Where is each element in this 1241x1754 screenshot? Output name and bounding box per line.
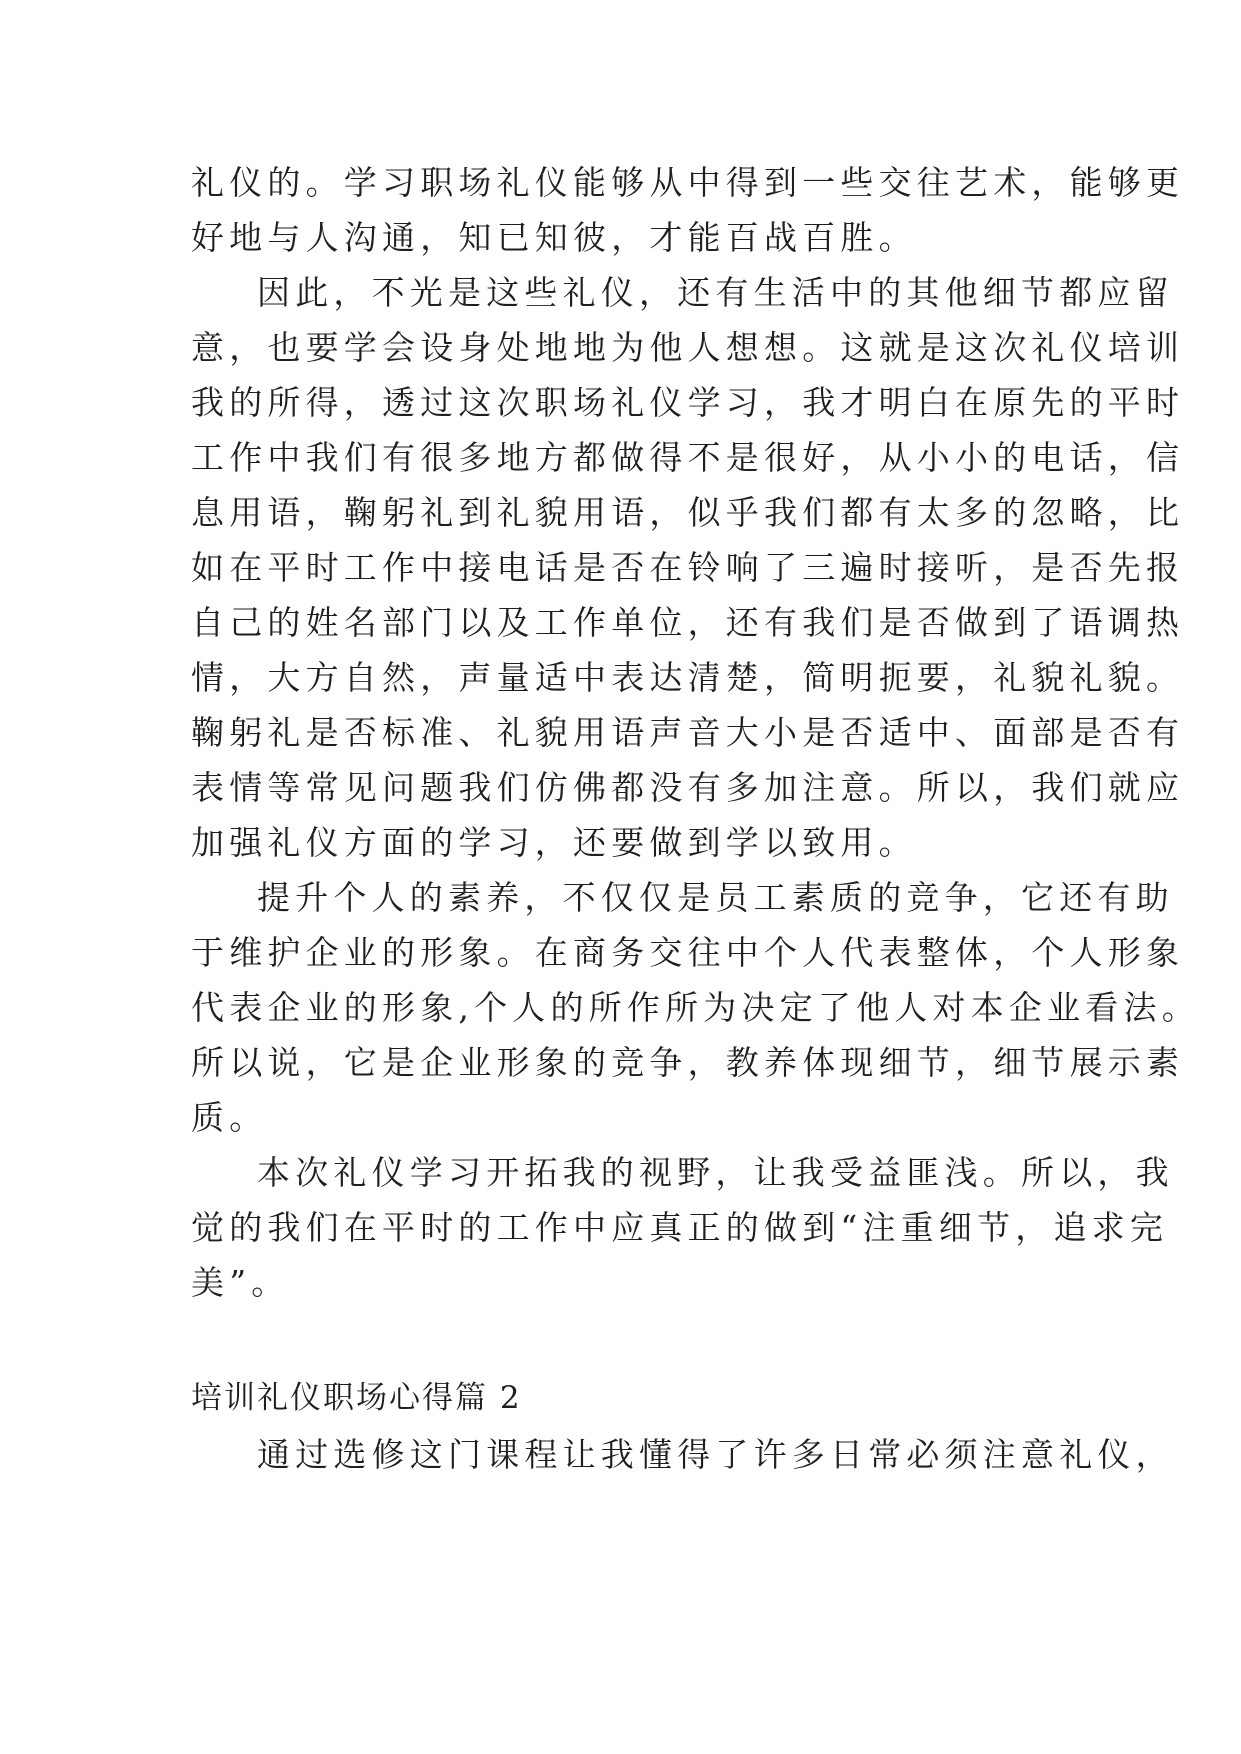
body-text-line: 加强礼仪方面的学习，还要做到学以致用。 <box>191 823 917 862</box>
body-text-line: 意，也要学会设身处地地为他人想想。这就是这次礼仪培训 <box>191 328 1185 367</box>
body-text-line: 如在平时工作中接电话是否在铃响了三遍时接听，是否先报 <box>191 548 1185 587</box>
body-text-line: 礼仪的。学习职场礼仪能够从中得到一些交往艺术，能够更 <box>191 163 1185 202</box>
body-text-line: 情，大方自然，声量适中表达清楚，简明扼要，礼貌礼貌。 <box>191 658 1185 697</box>
body-text-line: 美”。 <box>191 1263 290 1302</box>
paragraph-first-line: 提升个人的素养，不仅仅是员工素质的竞争，它还有助 <box>257 878 1174 917</box>
paragraph-first-line: 通过选修这门课程让我懂得了许多日常必须注意礼仪， <box>257 1435 1174 1474</box>
body-text-line: 鞠躬礼是否标准、礼貌用语声音大小是否适中、面部是否有 <box>191 713 1185 752</box>
paragraph-first-line: 本次礼仪学习开拓我的视野，让我受益匪浅。所以，我 <box>257 1153 1174 1192</box>
body-text-line: 代表企业的形象,个人的所作所为决定了他人对本企业看法。 <box>191 988 1200 1027</box>
body-text-line: 好地与人沟通，知已知彼，才能百战百胜。 <box>191 218 917 257</box>
body-text-line: 表情等常见问题我们仿佛都没有多加注意。所以，我们就应 <box>191 768 1185 807</box>
body-text-line: 自己的姓名部门以及工作单位，还有我们是否做到了语调热 <box>191 603 1185 642</box>
paragraph-first-line: 因此，不光是这些礼仪，还有生活中的其他细节都应留 <box>257 273 1174 312</box>
body-text-line: 我的所得，透过这次职场礼仪学习，我才明白在原先的平时 <box>191 383 1185 422</box>
body-text-line: 息用语，鞠躬礼到礼貌用语，似乎我们都有太多的忽略，比 <box>191 493 1185 532</box>
section-heading: 培训礼仪职场心得篇 2 <box>191 1380 522 1416</box>
body-text-line: 所以说，它是企业形象的竞争，教养体现细节，细节展示素 <box>191 1043 1185 1082</box>
body-text-line: 觉的我们在平时的工作中应真正的做到“注重细节，追求完 <box>191 1208 1169 1247</box>
body-text-line: 质。 <box>191 1098 268 1137</box>
body-text-line: 于维护企业的形象。在商务交往中个人代表整体，个人形象 <box>191 933 1185 972</box>
body-text-line: 工作中我们有很多地方都做得不是很好，从小小的电话，信 <box>191 438 1185 477</box>
